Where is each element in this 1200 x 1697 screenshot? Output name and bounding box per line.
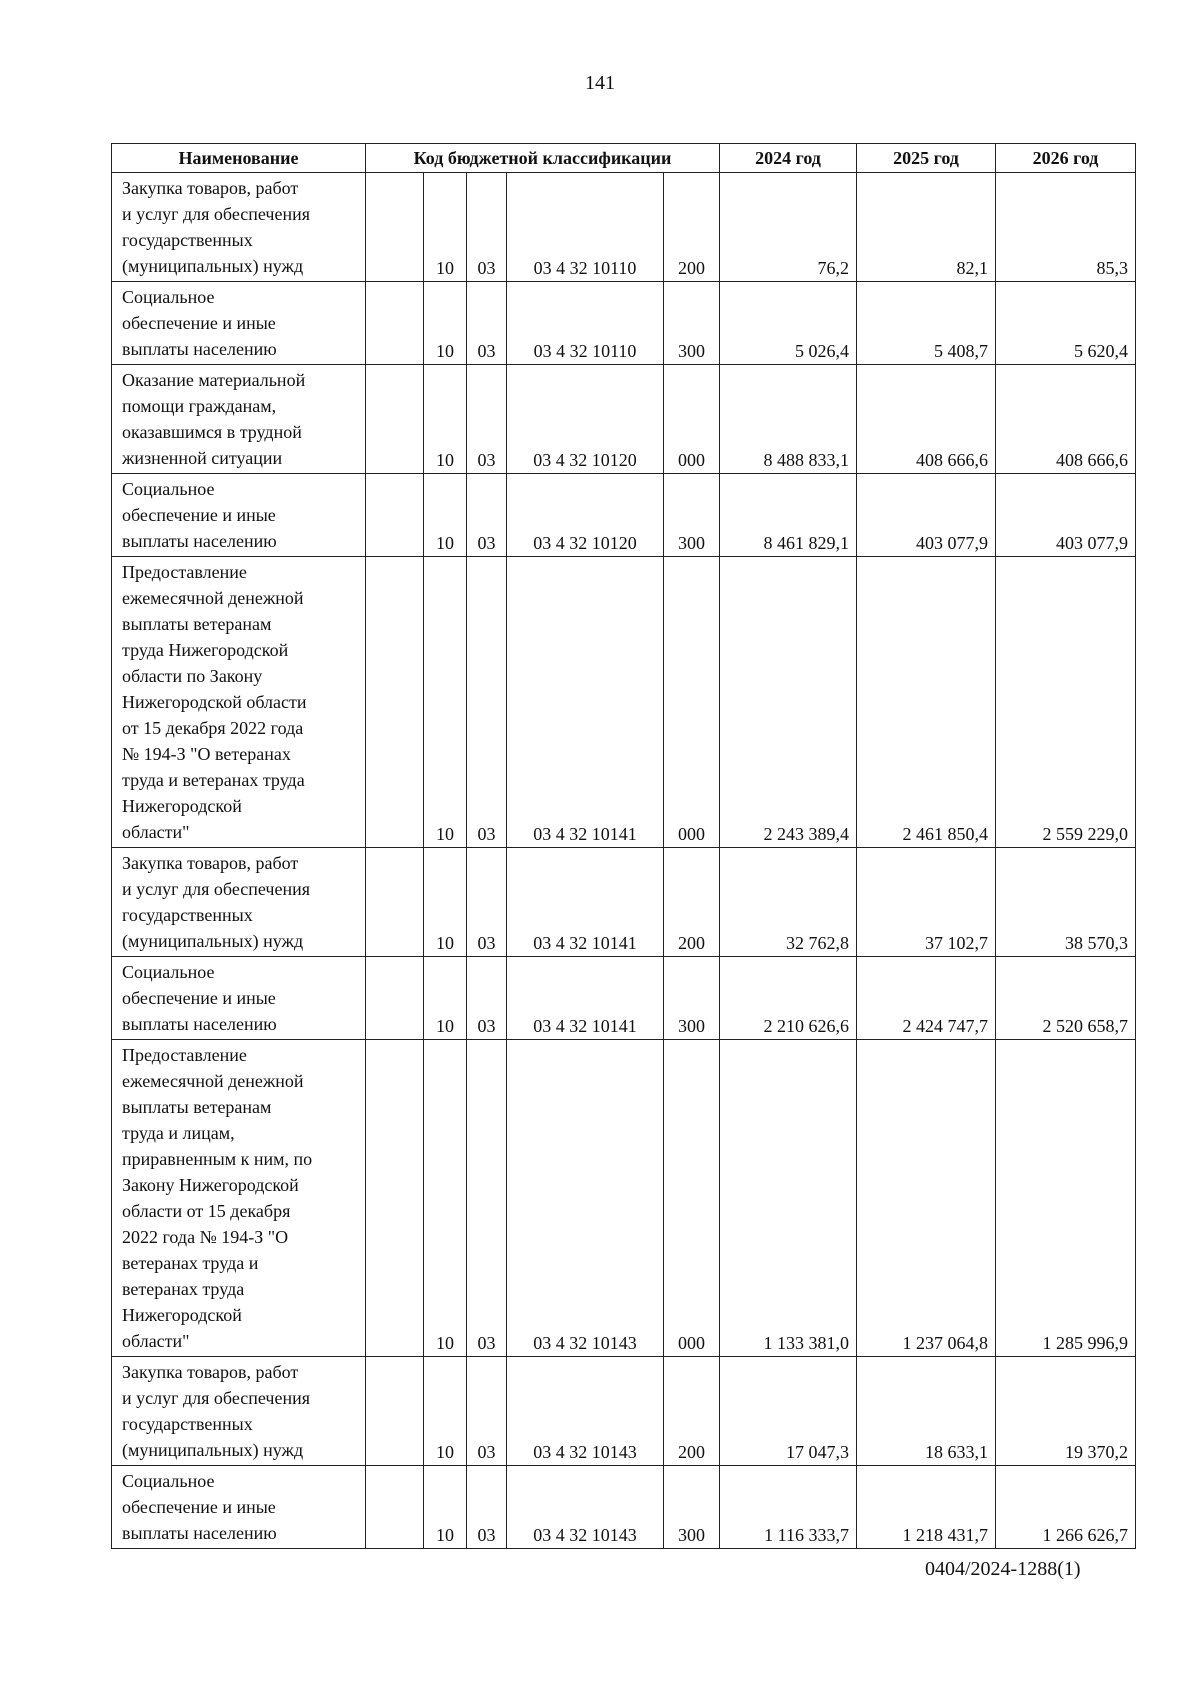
value-2025: 403 077,9	[857, 474, 996, 557]
target-article-code: 03 4 32 10143	[507, 1040, 664, 1357]
table-row	[112, 1040, 1136, 1357]
value-2024: 1 133 381,0	[720, 1040, 857, 1357]
value-2026: 2 559 229,0	[996, 557, 1136, 848]
expense-type-code: 300	[664, 474, 720, 557]
subsection-code: 03	[467, 557, 507, 848]
expense-type-code: 300	[664, 1466, 720, 1549]
value-2025: 37 102,7	[857, 848, 996, 957]
page-number: 141	[585, 72, 615, 94]
row-name-text: Закупка товаров, работ и услуг для обеспечения государственных (муниципальных) нужд	[122, 178, 311, 276]
row-name	[112, 282, 366, 365]
empty-cell	[366, 474, 424, 557]
row-name	[112, 365, 366, 474]
value-2026: 5 620,4	[996, 282, 1136, 365]
section-code: 10	[424, 848, 467, 957]
expense-type-code: 000	[664, 365, 720, 474]
row-name-text: Социальное обеспечение и иные выплаты населению	[122, 287, 277, 359]
row-name	[112, 1357, 366, 1466]
value-2026: 403 077,9	[996, 474, 1136, 557]
value-2026: 1 266 626,7	[996, 1466, 1136, 1549]
empty-cell	[366, 1357, 424, 1466]
budget-table	[111, 143, 1136, 1549]
value-2026: 1 285 996,9	[996, 1040, 1136, 1357]
value-2025: 1 218 431,7	[857, 1466, 996, 1549]
expense-type-code: 200	[664, 1357, 720, 1466]
subsection-code: 03	[467, 957, 507, 1040]
section-code: 10	[424, 1357, 467, 1466]
header-code: Код бюджетной классификации	[366, 144, 720, 173]
subsection-code: 03	[467, 1466, 507, 1549]
value-2026: 85,3	[996, 173, 1136, 282]
value-2026: 408 666,6	[996, 365, 1136, 474]
document-code: 0404/2024-1288(1)	[925, 1558, 1081, 1580]
value-2024: 32 762,8	[720, 848, 857, 957]
row-name	[112, 1466, 366, 1549]
target-article-code: 03 4 32 10110	[507, 173, 664, 282]
value-2025: 408 666,6	[857, 365, 996, 474]
target-article-code: 03 4 32 10143	[507, 1466, 664, 1549]
value-2024: 2 243 389,4	[720, 557, 857, 848]
target-article-code: 03 4 32 10141	[507, 557, 664, 848]
section-code: 10	[424, 173, 467, 282]
target-article-code: 03 4 32 10110	[507, 282, 664, 365]
value-2025: 2 461 850,4	[857, 557, 996, 848]
row-name	[112, 474, 366, 557]
target-article-code: 03 4 32 10141	[507, 957, 664, 1040]
subsection-code: 03	[467, 474, 507, 557]
table-row	[112, 173, 1136, 282]
empty-cell	[366, 848, 424, 957]
section-code: 10	[424, 365, 467, 474]
value-2025: 1 237 064,8	[857, 1040, 996, 1357]
expense-type-code: 000	[664, 1040, 720, 1357]
row-name-text: Закупка товаров, работ и услуг для обеспечения государственных (муниципальных) нужд	[122, 853, 311, 951]
section-code: 10	[424, 282, 467, 365]
empty-cell	[366, 173, 424, 282]
header-name: Наименование	[112, 144, 366, 173]
table-row	[112, 282, 1136, 365]
value-2024: 76,2	[720, 173, 857, 282]
target-article-code: 03 4 32 10143	[507, 1357, 664, 1466]
row-name	[112, 557, 366, 848]
value-2025: 18 633,1	[857, 1357, 996, 1466]
row-name-text: Закупка товаров, работ и услуг для обеспечения государственных (муниципальных) нужд	[122, 1362, 311, 1460]
expense-type-code: 200	[664, 848, 720, 957]
value-2026: 38 570,3	[996, 848, 1136, 957]
table-row	[112, 957, 1136, 1040]
section-code: 10	[424, 474, 467, 557]
row-name-text: Предоставление ежемесячной денежной выплаты ветеранам труда Нижегородской области по Закону Нижегородской области от 15 декабря 2022 года № 194-З "О ветеранах труда и ветеранах труда Нижегородской области"	[122, 562, 307, 842]
table-row	[112, 557, 1136, 848]
value-2026: 2 520 658,7	[996, 957, 1136, 1040]
target-article-code: 03 4 32 10141	[507, 848, 664, 957]
table-row	[112, 474, 1136, 557]
table-row	[112, 848, 1136, 957]
value-2024: 8 461 829,1	[720, 474, 857, 557]
value-2024: 2 210 626,6	[720, 957, 857, 1040]
header-2024: 2024 год	[720, 144, 857, 173]
value-2024: 8 488 833,1	[720, 365, 857, 474]
value-2024: 5 026,4	[720, 282, 857, 365]
empty-cell	[366, 365, 424, 474]
empty-cell	[366, 957, 424, 1040]
row-name	[112, 957, 366, 1040]
expense-type-code: 000	[664, 557, 720, 848]
table-row	[112, 365, 1136, 474]
row-name	[112, 1040, 366, 1357]
row-name-text: Оказание материальной помощи гражданам, оказавшимся в трудной жизненной ситуации	[122, 370, 306, 468]
subsection-code: 03	[467, 173, 507, 282]
row-name-text: Социальное обеспечение и иные выплаты населению	[122, 479, 277, 551]
value-2025: 5 408,7	[857, 282, 996, 365]
expense-type-code: 300	[664, 957, 720, 1040]
section-code: 10	[424, 957, 467, 1040]
header-row	[112, 144, 1136, 173]
target-article-code: 03 4 32 10120	[507, 474, 664, 557]
subsection-code: 03	[467, 365, 507, 474]
section-code: 10	[424, 557, 467, 848]
row-name	[112, 173, 366, 282]
table-row	[112, 1357, 1136, 1466]
subsection-code: 03	[467, 282, 507, 365]
header-2026: 2026 год	[996, 144, 1136, 173]
target-article-code: 03 4 32 10120	[507, 365, 664, 474]
subsection-code: 03	[467, 1357, 507, 1466]
section-code: 10	[424, 1466, 467, 1549]
header-2025: 2025 год	[857, 144, 996, 173]
row-name-text: Социальное обеспечение и иные выплаты населению	[122, 1471, 277, 1543]
value-2025: 82,1	[857, 173, 996, 282]
value-2024: 1 116 333,7	[720, 1466, 857, 1549]
value-2025: 2 424 747,7	[857, 957, 996, 1040]
empty-cell	[366, 1466, 424, 1549]
section-code: 10	[424, 1040, 467, 1357]
table-body	[112, 173, 1136, 1549]
subsection-code: 03	[467, 848, 507, 957]
expense-type-code: 200	[664, 173, 720, 282]
subsection-code: 03	[467, 1040, 507, 1357]
row-name	[112, 848, 366, 957]
row-name-text: Социальное обеспечение и иные выплаты населению	[122, 962, 277, 1034]
row-name-text: Предоставление ежемесячной денежной выплаты ветеранам труда и лицам, приравненным к ним, по Закону Нижегородской области от 15 декабря 2022 года № 194-З "О ветеранах труда и ветеранах труда Нижегородской области"	[122, 1045, 313, 1351]
value-2024: 17 047,3	[720, 1357, 857, 1466]
empty-cell	[366, 1040, 424, 1357]
empty-cell	[366, 282, 424, 365]
value-2026: 19 370,2	[996, 1357, 1136, 1466]
empty-cell	[366, 557, 424, 848]
table-row	[112, 1466, 1136, 1549]
expense-type-code: 300	[664, 282, 720, 365]
